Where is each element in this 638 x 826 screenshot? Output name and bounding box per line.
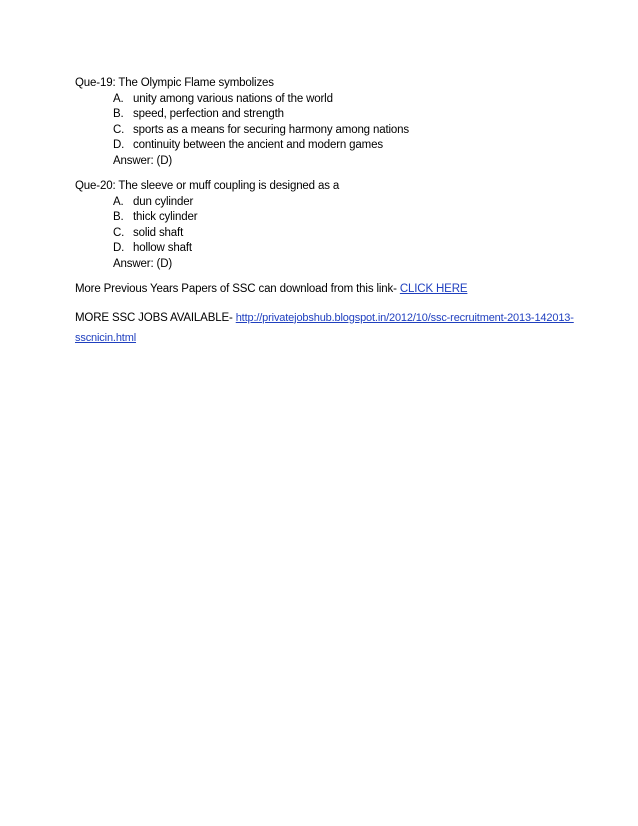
option-text: solid shaft <box>133 226 184 239</box>
page-content <box>75 76 615 358</box>
option-letter: B. <box>113 108 124 120</box>
option-text: unity among various nations of the world <box>133 92 333 105</box>
option-text: thick cylinder <box>133 211 198 223</box>
option-d <box>75 138 615 154</box>
option-letter: C. <box>113 226 125 239</box>
question-19 <box>75 76 615 169</box>
option-letter: B. <box>113 211 124 223</box>
option-c <box>75 226 615 242</box>
option-b <box>75 210 615 226</box>
option-c <box>75 123 615 139</box>
option-text: speed, perfection and strength <box>133 108 284 120</box>
option-letter: A. <box>113 195 124 208</box>
option-a <box>75 195 615 211</box>
click-here-link[interactable]: CLICK HERE <box>399 283 468 295</box>
option-letter: D. <box>113 139 125 151</box>
jobs-text: MORE SSC JOBS AVAILABLE- <box>75 311 236 324</box>
option-text: dun cylinder <box>133 195 194 208</box>
answer-line: Answer: (D) <box>113 257 173 270</box>
more-papers-text: More Previous Years Papers of SSC can download from this link- <box>75 283 400 295</box>
option-d <box>75 241 615 257</box>
option-letter: A. <box>113 92 124 105</box>
more-papers-line <box>75 282 615 298</box>
option-text: continuity between the ancient and modern games <box>133 139 383 151</box>
question-title: Que-19: The Olympic Flame symbolizes <box>75 77 274 89</box>
question-title: Que-20: The sleeve or muff coupling is designed as a <box>75 180 340 192</box>
option-letter: D. <box>113 242 125 254</box>
option-letter: C. <box>113 123 125 136</box>
option-text: sports as a means for securing harmony among nations <box>133 123 410 136</box>
question-20 <box>75 179 615 272</box>
option-text: hollow shaft <box>133 242 192 254</box>
jobs-link[interactable]: http://privatejobshub.blogspot.in/2012/10/ssc-recruitment-2013-142013-sscnicin.html <box>75 311 574 344</box>
option-b <box>75 107 615 123</box>
option-a <box>75 92 615 108</box>
answer-line: Answer: (D) <box>113 154 173 167</box>
jobs-line <box>75 308 615 348</box>
